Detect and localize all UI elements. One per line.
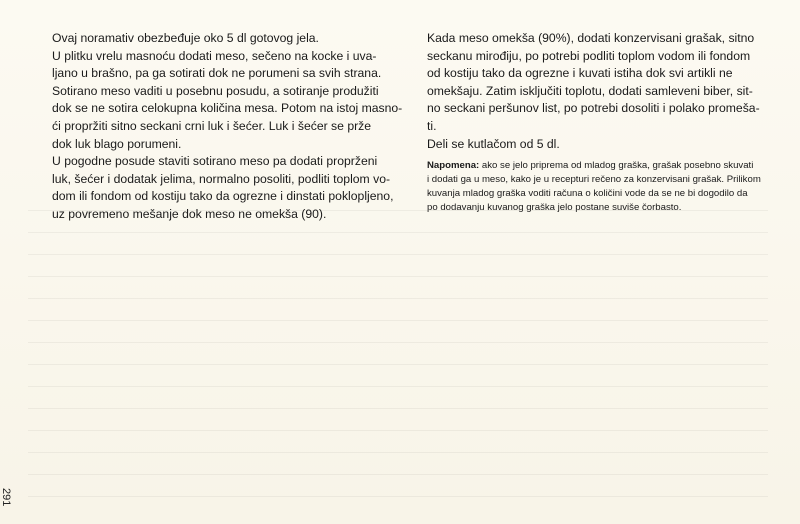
text-line: ti.	[427, 118, 437, 133]
text-line: omekšaju. Zatim isključiti toplotu, dodati samleveni biber, sit-	[427, 83, 753, 98]
note-line	[427, 159, 765, 173]
show-through-background	[28, 210, 768, 510]
note-line: kuvanja mladog graška voditi računa o količini vode da se ne bi dogodilo da	[427, 188, 748, 200]
text-line: Ovaj noramativ obezbeđuje oko 5 dl gotovog jela.	[52, 31, 319, 45]
text-line: Sotirano meso vaditi u posebnu posudu, a sotiranje produžiti	[52, 83, 379, 98]
left-column	[52, 30, 403, 224]
note-line: i dodati ga u meso, kako je u recepturi rečeno za konzervisani grašak. Prilikom	[427, 174, 761, 186]
text-line: luk, šećer i dodatak jelima, normalno posoliti, podliti toplom vo-	[52, 171, 391, 186]
text-line: od kostiju tako da ogrezne i kuvati istiha dok svi artikli ne	[427, 66, 733, 81]
text-line: no seckani peršunov list, po potrebi dosoliti i polako promeša-	[427, 101, 760, 116]
text-line: Kada meso omekša (90%), dodati konzervisani grašak, sitno	[427, 31, 755, 45]
text-line: Deli se kutlačom od 5 dl.	[427, 136, 560, 151]
text-line: dok luk blago porumeni.	[52, 136, 182, 151]
text-line: U plitku vrelu masnoću dodati meso, sečeno na kocke i uva-	[52, 48, 377, 63]
left-paragraph-3	[52, 153, 398, 223]
right-paragraph-2	[427, 136, 765, 154]
text-line: uz povremeno mešanje dok meso ne omekša (90).	[52, 206, 327, 221]
note-line: po dodavanju kuvanog graška jelo postane suviše čorbasto.	[427, 202, 682, 214]
note-text: ako se jelo priprema od mladog graška, grašak posebno skuvati	[479, 160, 754, 172]
right-paragraph-1	[427, 30, 765, 136]
text-line: dom ili fondom od kostiju tako da ogrezne i dinstati poklopljeno,	[52, 189, 394, 204]
text-line: seckanu mirođiju, po potrebi podliti toplom vodom ili fondom	[427, 48, 751, 63]
right-column	[427, 30, 765, 215]
note-paragraph	[427, 159, 765, 215]
note-label: Napomena:	[427, 160, 480, 172]
text-line: U pogodne posude staviti sotirano meso pa dodati proprženi	[52, 154, 378, 169]
left-paragraph-1	[52, 30, 398, 48]
text-line: ljano u brašno, pa ga sotirati dok ne porumeni sa svih strana.	[52, 66, 382, 81]
text-line: dok se ne sotira celokupna količina mesa. Potom na istoj masno-	[52, 101, 403, 116]
page-number: 291	[0, 488, 12, 507]
left-paragraph-2	[52, 48, 403, 154]
text-line: ći propržiti sitno seckani crni luk i šećer. Luk i šećer se prže	[52, 118, 372, 133]
